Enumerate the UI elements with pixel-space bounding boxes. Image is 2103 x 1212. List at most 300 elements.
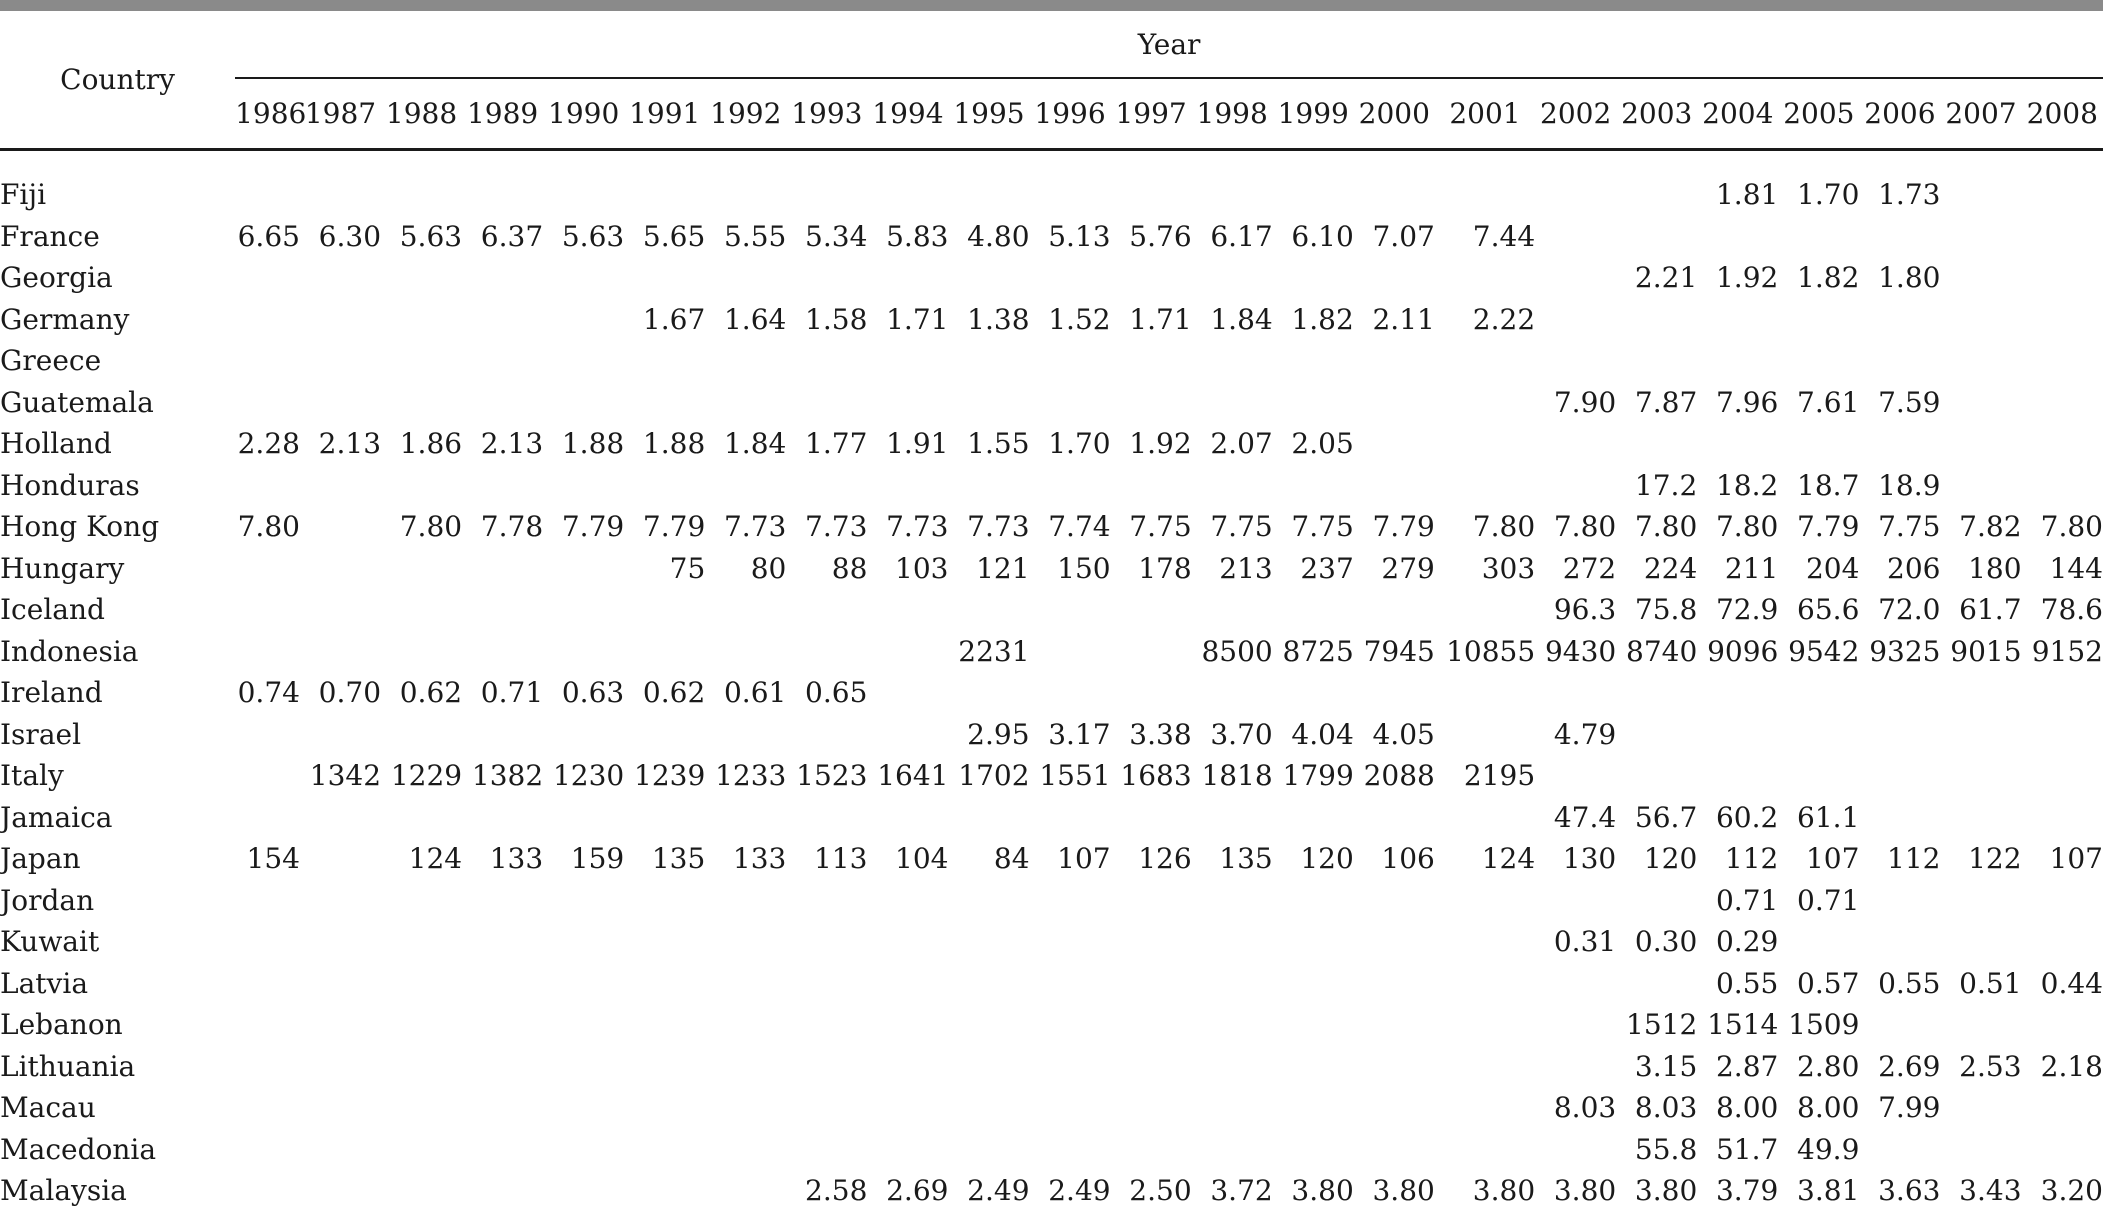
value-cell: 2.49 (967, 1174, 1030, 1207)
value-cell (235, 1046, 300, 1088)
year-header-2004: 2004 (1697, 79, 1778, 149)
value-cell: 180 (1968, 551, 2022, 585)
value-cell (1354, 1004, 1435, 1046)
table-row (0, 382, 2103, 424)
table-row (0, 216, 2103, 258)
value-cell (705, 797, 786, 839)
value-cell (1616, 174, 1697, 216)
value-cell (1778, 423, 1859, 465)
value-cell: 3.15 (1634, 1049, 1698, 1083)
value-cell (1940, 423, 2021, 465)
value-cell (235, 589, 300, 631)
value-cell: 213 (1219, 551, 1273, 585)
value-cell: 2.69 (886, 1174, 949, 1207)
value-cell (867, 174, 948, 216)
value-cell (948, 880, 1029, 922)
value-cell: 1.82 (1797, 261, 1860, 294)
value-cell: 8740 (1626, 634, 1698, 668)
value-cell: 0.70 (318, 676, 382, 709)
value-cell: 0.63 (561, 676, 625, 709)
value-cell: 1.38 (967, 302, 1030, 336)
value-cell (705, 963, 786, 1005)
value-cell (1435, 465, 1535, 507)
value-cell (705, 1004, 786, 1046)
value-cell: 1.81 (1715, 178, 1779, 211)
value-cell: 0.55 (1878, 966, 1941, 1000)
country-name: Honduras (0, 468, 140, 502)
value-cell: 1.55 (967, 427, 1030, 460)
value-cell (1778, 921, 1859, 963)
value-cell (624, 257, 705, 299)
value-cell (1273, 1129, 1354, 1171)
value-cell: 0.31 (1553, 925, 1617, 958)
value-cell: 1523 (796, 759, 868, 792)
value-cell: 1233 (715, 759, 787, 792)
value-cell: 96.3 (1553, 593, 1617, 626)
value-cell (1354, 423, 1435, 465)
value-cell (1030, 672, 1111, 714)
value-cell (786, 963, 867, 1005)
value-cell: 7.61 (1797, 385, 1860, 419)
value-cell (1111, 1046, 1192, 1088)
value-cell: 61.1 (1797, 800, 1860, 834)
value-cell (381, 1087, 462, 1129)
value-cell (1859, 1004, 1940, 1046)
value-cell (543, 1129, 624, 1171)
value-cell (235, 465, 300, 507)
value-cell: 47.4 (1553, 800, 1617, 834)
value-cell: 7.07 (1372, 219, 1435, 253)
year-header-1993: 1993 (786, 79, 867, 149)
value-cell (948, 1129, 1029, 1171)
value-cell (948, 1004, 1029, 1046)
value-cell: 0.51 (1959, 966, 2022, 1000)
value-cell: 7.79 (561, 510, 625, 543)
value-cell: 2.05 (1291, 427, 1354, 460)
value-cell (948, 174, 1029, 216)
value-cell: 7.82 (1959, 510, 2022, 543)
value-cell (705, 714, 786, 756)
value-cell: 51.7 (1715, 1132, 1779, 1166)
value-cell: 7.79 (642, 510, 706, 543)
value-cell: 2.69 (1878, 1049, 1941, 1083)
value-cell (867, 714, 948, 756)
value-cell (1535, 340, 1616, 382)
value-cell (381, 299, 462, 341)
value-cell: 3.79 (1715, 1174, 1779, 1207)
value-cell (300, 340, 381, 382)
value-cell (786, 257, 867, 299)
value-cell: 2231 (958, 634, 1030, 668)
value-cell: 2195 (1463, 759, 1536, 792)
table-row (0, 963, 2103, 1005)
value-cell (462, 465, 543, 507)
value-cell (462, 714, 543, 756)
value-cell: 1.71 (1129, 302, 1192, 336)
value-cell (1535, 174, 1616, 216)
year-header-2001: 2001 (1435, 79, 1535, 149)
value-cell (705, 382, 786, 424)
value-cell (1030, 465, 1111, 507)
value-cell (1192, 963, 1273, 1005)
value-cell (1111, 589, 1192, 631)
value-cell (1778, 755, 1859, 797)
value-cell: 7.79 (1797, 510, 1860, 543)
header-spacer (0, 150, 2103, 175)
value-cell (1273, 921, 1354, 963)
value-cell: 4.05 (1372, 717, 1435, 751)
value-cell (948, 257, 1029, 299)
value-cell: 3.70 (1210, 717, 1273, 751)
value-cell (1435, 797, 1535, 839)
country-name: Greece (0, 344, 102, 377)
value-cell (1535, 299, 1616, 341)
value-cell: 5.76 (1129, 219, 1192, 253)
value-cell (300, 631, 381, 673)
value-cell: 2.49 (1048, 1174, 1111, 1207)
value-cell: 61.7 (1959, 593, 2022, 626)
value-cell (543, 631, 624, 673)
value-cell: 135 (1219, 842, 1273, 875)
value-cell: 1799 (1282, 759, 1354, 792)
value-cell: 154 (246, 842, 300, 875)
country-name: Macedonia (0, 1132, 157, 1166)
value-cell: 120 (1300, 842, 1354, 875)
value-cell: 121 (976, 551, 1030, 585)
year-header-1992: 1992 (705, 79, 786, 149)
country-name: Japan (0, 842, 81, 875)
value-cell (1778, 340, 1859, 382)
value-cell: 7.79 (1372, 510, 1435, 543)
value-cell: 1.77 (805, 427, 868, 460)
value-cell (1940, 174, 2021, 216)
value-cell (235, 548, 300, 590)
value-cell: 65.6 (1797, 593, 1860, 626)
year-header-1995: 1995 (948, 79, 1029, 149)
value-cell (1354, 921, 1435, 963)
value-cell: 7945 (1363, 634, 1435, 668)
value-cell: 1.88 (642, 427, 706, 460)
value-cell (543, 465, 624, 507)
value-cell (786, 1129, 867, 1171)
value-cell: 5.63 (399, 219, 463, 253)
value-cell (867, 257, 948, 299)
value-cell: 18.7 (1797, 468, 1860, 502)
value-cell (705, 340, 786, 382)
table-body (0, 150, 2103, 1212)
country-name: Iceland (0, 593, 105, 626)
value-cell (235, 174, 300, 216)
value-cell (948, 921, 1029, 963)
value-cell (1030, 1087, 1111, 1129)
value-cell: 159 (570, 842, 625, 875)
value-cell (2022, 1129, 2103, 1171)
value-cell (948, 1046, 1029, 1088)
table-row (0, 1046, 2103, 1088)
value-cell (543, 589, 624, 631)
value-cell: 3.63 (1878, 1174, 1941, 1207)
country-name: Lithuania (0, 1049, 136, 1083)
value-cell: 6.37 (480, 219, 544, 253)
value-cell: 7.80 (1715, 510, 1779, 543)
value-cell (235, 340, 300, 382)
value-cell (543, 1046, 624, 1088)
value-cell (462, 797, 543, 839)
value-cell (1192, 1004, 1273, 1046)
value-cell: 75 (669, 551, 706, 585)
value-cell: 1.70 (1797, 178, 1860, 211)
value-cell (1697, 216, 1778, 258)
value-cell (1354, 465, 1435, 507)
value-cell (300, 465, 381, 507)
value-cell (867, 1087, 948, 1129)
value-cell (235, 921, 300, 963)
value-cell: 49.9 (1797, 1132, 1860, 1166)
value-cell (1940, 299, 2021, 341)
value-cell: 7.80 (237, 510, 300, 543)
country-name: Fiji (0, 178, 47, 211)
value-cell: 0.71 (1797, 883, 1860, 917)
country-name: Macau (0, 1091, 96, 1124)
value-cell (1111, 631, 1192, 673)
value-cell (1273, 1046, 1354, 1088)
value-cell: 2.07 (1210, 427, 1273, 460)
value-cell (300, 548, 381, 590)
value-cell (1435, 1129, 1535, 1171)
value-cell (1030, 921, 1111, 963)
value-cell: 1683 (1120, 759, 1192, 792)
value-cell: 8.00 (1797, 1091, 1860, 1124)
value-cell (867, 1046, 948, 1088)
value-cell (543, 1087, 624, 1129)
value-cell: 0.62 (642, 676, 706, 709)
value-cell (2022, 299, 2103, 341)
value-cell (1111, 672, 1192, 714)
value-cell: 4.79 (1553, 717, 1617, 751)
value-cell (1535, 465, 1616, 507)
value-cell: 130 (1562, 842, 1617, 875)
value-cell: 75.8 (1634, 593, 1698, 626)
value-cell (1192, 1046, 1273, 1088)
value-cell (1354, 672, 1435, 714)
year-group-label: Year (235, 11, 2103, 79)
value-cell (2022, 174, 2103, 216)
value-cell (1111, 797, 1192, 839)
value-cell: 5.65 (642, 219, 706, 253)
value-cell (1354, 1129, 1435, 1171)
value-cell (1940, 880, 2021, 922)
value-cell (1859, 299, 1940, 341)
value-cell (300, 506, 381, 548)
value-cell (705, 631, 786, 673)
value-cell: 80 (750, 551, 787, 585)
value-cell (1435, 382, 1535, 424)
value-cell (543, 174, 624, 216)
value-cell: 18.2 (1715, 468, 1779, 502)
value-cell (1354, 257, 1435, 299)
value-cell: 1382 (471, 759, 544, 792)
value-cell (462, 548, 543, 590)
value-cell (1940, 382, 2021, 424)
value-cell: 126 (1138, 842, 1192, 875)
value-cell (1273, 672, 1354, 714)
value-cell (1273, 257, 1354, 299)
table-row (0, 755, 2103, 797)
value-cell (1030, 174, 1111, 216)
value-cell: 9096 (1707, 634, 1779, 668)
value-cell (1859, 880, 1940, 922)
year-header-1990: 1990 (543, 79, 624, 149)
value-cell (462, 589, 543, 631)
value-cell (1192, 672, 1273, 714)
value-cell (1111, 921, 1192, 963)
year-header-1994: 1994 (867, 79, 948, 149)
value-cell (381, 589, 462, 631)
value-cell: 4.80 (967, 219, 1030, 253)
value-cell (624, 797, 705, 839)
value-cell (462, 1087, 543, 1129)
value-cell (1192, 921, 1273, 963)
value-cell (705, 174, 786, 216)
value-cell (2022, 216, 2103, 258)
value-cell (1273, 1004, 1354, 1046)
year-header-2005: 2005 (1778, 79, 1859, 149)
table-row (0, 1170, 2103, 1212)
year-header-1989: 1989 (462, 79, 543, 149)
value-cell (1940, 216, 2021, 258)
value-cell (543, 340, 624, 382)
value-cell (948, 1087, 1029, 1129)
value-cell (705, 921, 786, 963)
value-cell (1435, 1046, 1535, 1088)
value-cell (624, 1087, 705, 1129)
value-cell: 55.8 (1634, 1132, 1698, 1166)
value-cell: 7.73 (723, 510, 787, 543)
value-cell: 1.71 (886, 302, 949, 336)
value-cell (1940, 1087, 2021, 1129)
year-header-1999: 1999 (1273, 79, 1354, 149)
year-header-2003: 2003 (1616, 79, 1697, 149)
table-row (0, 880, 2103, 922)
value-cell (1030, 631, 1111, 673)
value-cell (381, 382, 462, 424)
value-cell: 7.99 (1878, 1091, 1941, 1124)
value-cell: 7.59 (1878, 385, 1941, 419)
value-cell: 2088 (1363, 759, 1435, 792)
value-cell (1273, 1087, 1354, 1129)
value-cell (381, 1004, 462, 1046)
value-cell (1354, 963, 1435, 1005)
value-cell (624, 1004, 705, 1046)
value-cell (1535, 672, 1616, 714)
country-name: Ireland (0, 676, 103, 709)
value-cell: 279 (1381, 551, 1435, 585)
value-cell: 3.38 (1129, 717, 1192, 751)
value-cell: 8.03 (1553, 1091, 1617, 1124)
value-cell (1616, 714, 1697, 756)
value-cell (1616, 963, 1697, 1005)
value-cell (2022, 423, 2103, 465)
value-cell (624, 465, 705, 507)
value-cell: 1.86 (399, 427, 463, 460)
value-cell: 56.7 (1634, 800, 1698, 834)
value-cell (1111, 382, 1192, 424)
value-cell: 204 (1805, 551, 1860, 585)
value-cell (381, 963, 462, 1005)
value-cell (381, 465, 462, 507)
value-cell (1616, 423, 1697, 465)
value-cell (235, 1170, 300, 1212)
value-cell: 0.65 (805, 676, 868, 709)
value-cell: 1229 (390, 759, 463, 792)
value-cell (1273, 589, 1354, 631)
table-row (0, 921, 2103, 963)
value-cell (1273, 382, 1354, 424)
value-cell (300, 797, 381, 839)
value-cell (1273, 963, 1354, 1005)
value-cell (1859, 340, 1940, 382)
value-cell (1111, 340, 1192, 382)
value-cell (1030, 797, 1111, 839)
value-cell (1859, 797, 1940, 839)
value-cell: 7.73 (967, 510, 1030, 543)
value-cell (381, 1046, 462, 1088)
value-cell: 135 (651, 842, 706, 875)
value-cell (624, 1170, 705, 1212)
value-cell (1192, 340, 1273, 382)
value-cell: 7.80 (1553, 510, 1617, 543)
value-cell (1030, 1129, 1111, 1171)
value-cell (235, 1129, 300, 1171)
value-cell: 1.58 (805, 302, 868, 336)
value-cell: 1.84 (723, 427, 787, 460)
value-cell (1192, 1087, 1273, 1129)
value-cell (543, 382, 624, 424)
value-cell (543, 714, 624, 756)
value-cell (624, 880, 705, 922)
value-cell (867, 1004, 948, 1046)
value-cell (1859, 755, 1940, 797)
value-cell: 88 (831, 551, 868, 585)
value-cell: 3.80 (1634, 1174, 1698, 1207)
value-cell (705, 1170, 786, 1212)
value-cell: 8.00 (1715, 1091, 1779, 1124)
value-cell: 112 (1724, 842, 1779, 875)
value-cell: 1514 (1707, 1008, 1779, 1041)
value-cell: 1818 (1201, 759, 1273, 792)
value-cell (300, 1046, 381, 1088)
year-header-2007: 2007 (1940, 79, 2021, 149)
value-cell: 7.44 (1472, 219, 1536, 253)
value-cell (1697, 714, 1778, 756)
value-cell: 2.13 (480, 427, 544, 460)
value-cell (1940, 340, 2021, 382)
value-cell (543, 1170, 624, 1212)
table-row (0, 714, 2103, 756)
value-cell (786, 1004, 867, 1046)
value-cell: 106 (1381, 842, 1435, 875)
value-cell (1273, 174, 1354, 216)
value-cell (1030, 340, 1111, 382)
value-cell (1111, 465, 1192, 507)
value-cell: 17.2 (1634, 468, 1698, 502)
value-cell (462, 1129, 543, 1171)
value-cell (624, 714, 705, 756)
value-cell: 1512 (1626, 1008, 1698, 1041)
value-cell (1616, 672, 1697, 714)
value-cell: 9325 (1869, 634, 1941, 668)
value-cell: 9152 (2031, 634, 2103, 668)
